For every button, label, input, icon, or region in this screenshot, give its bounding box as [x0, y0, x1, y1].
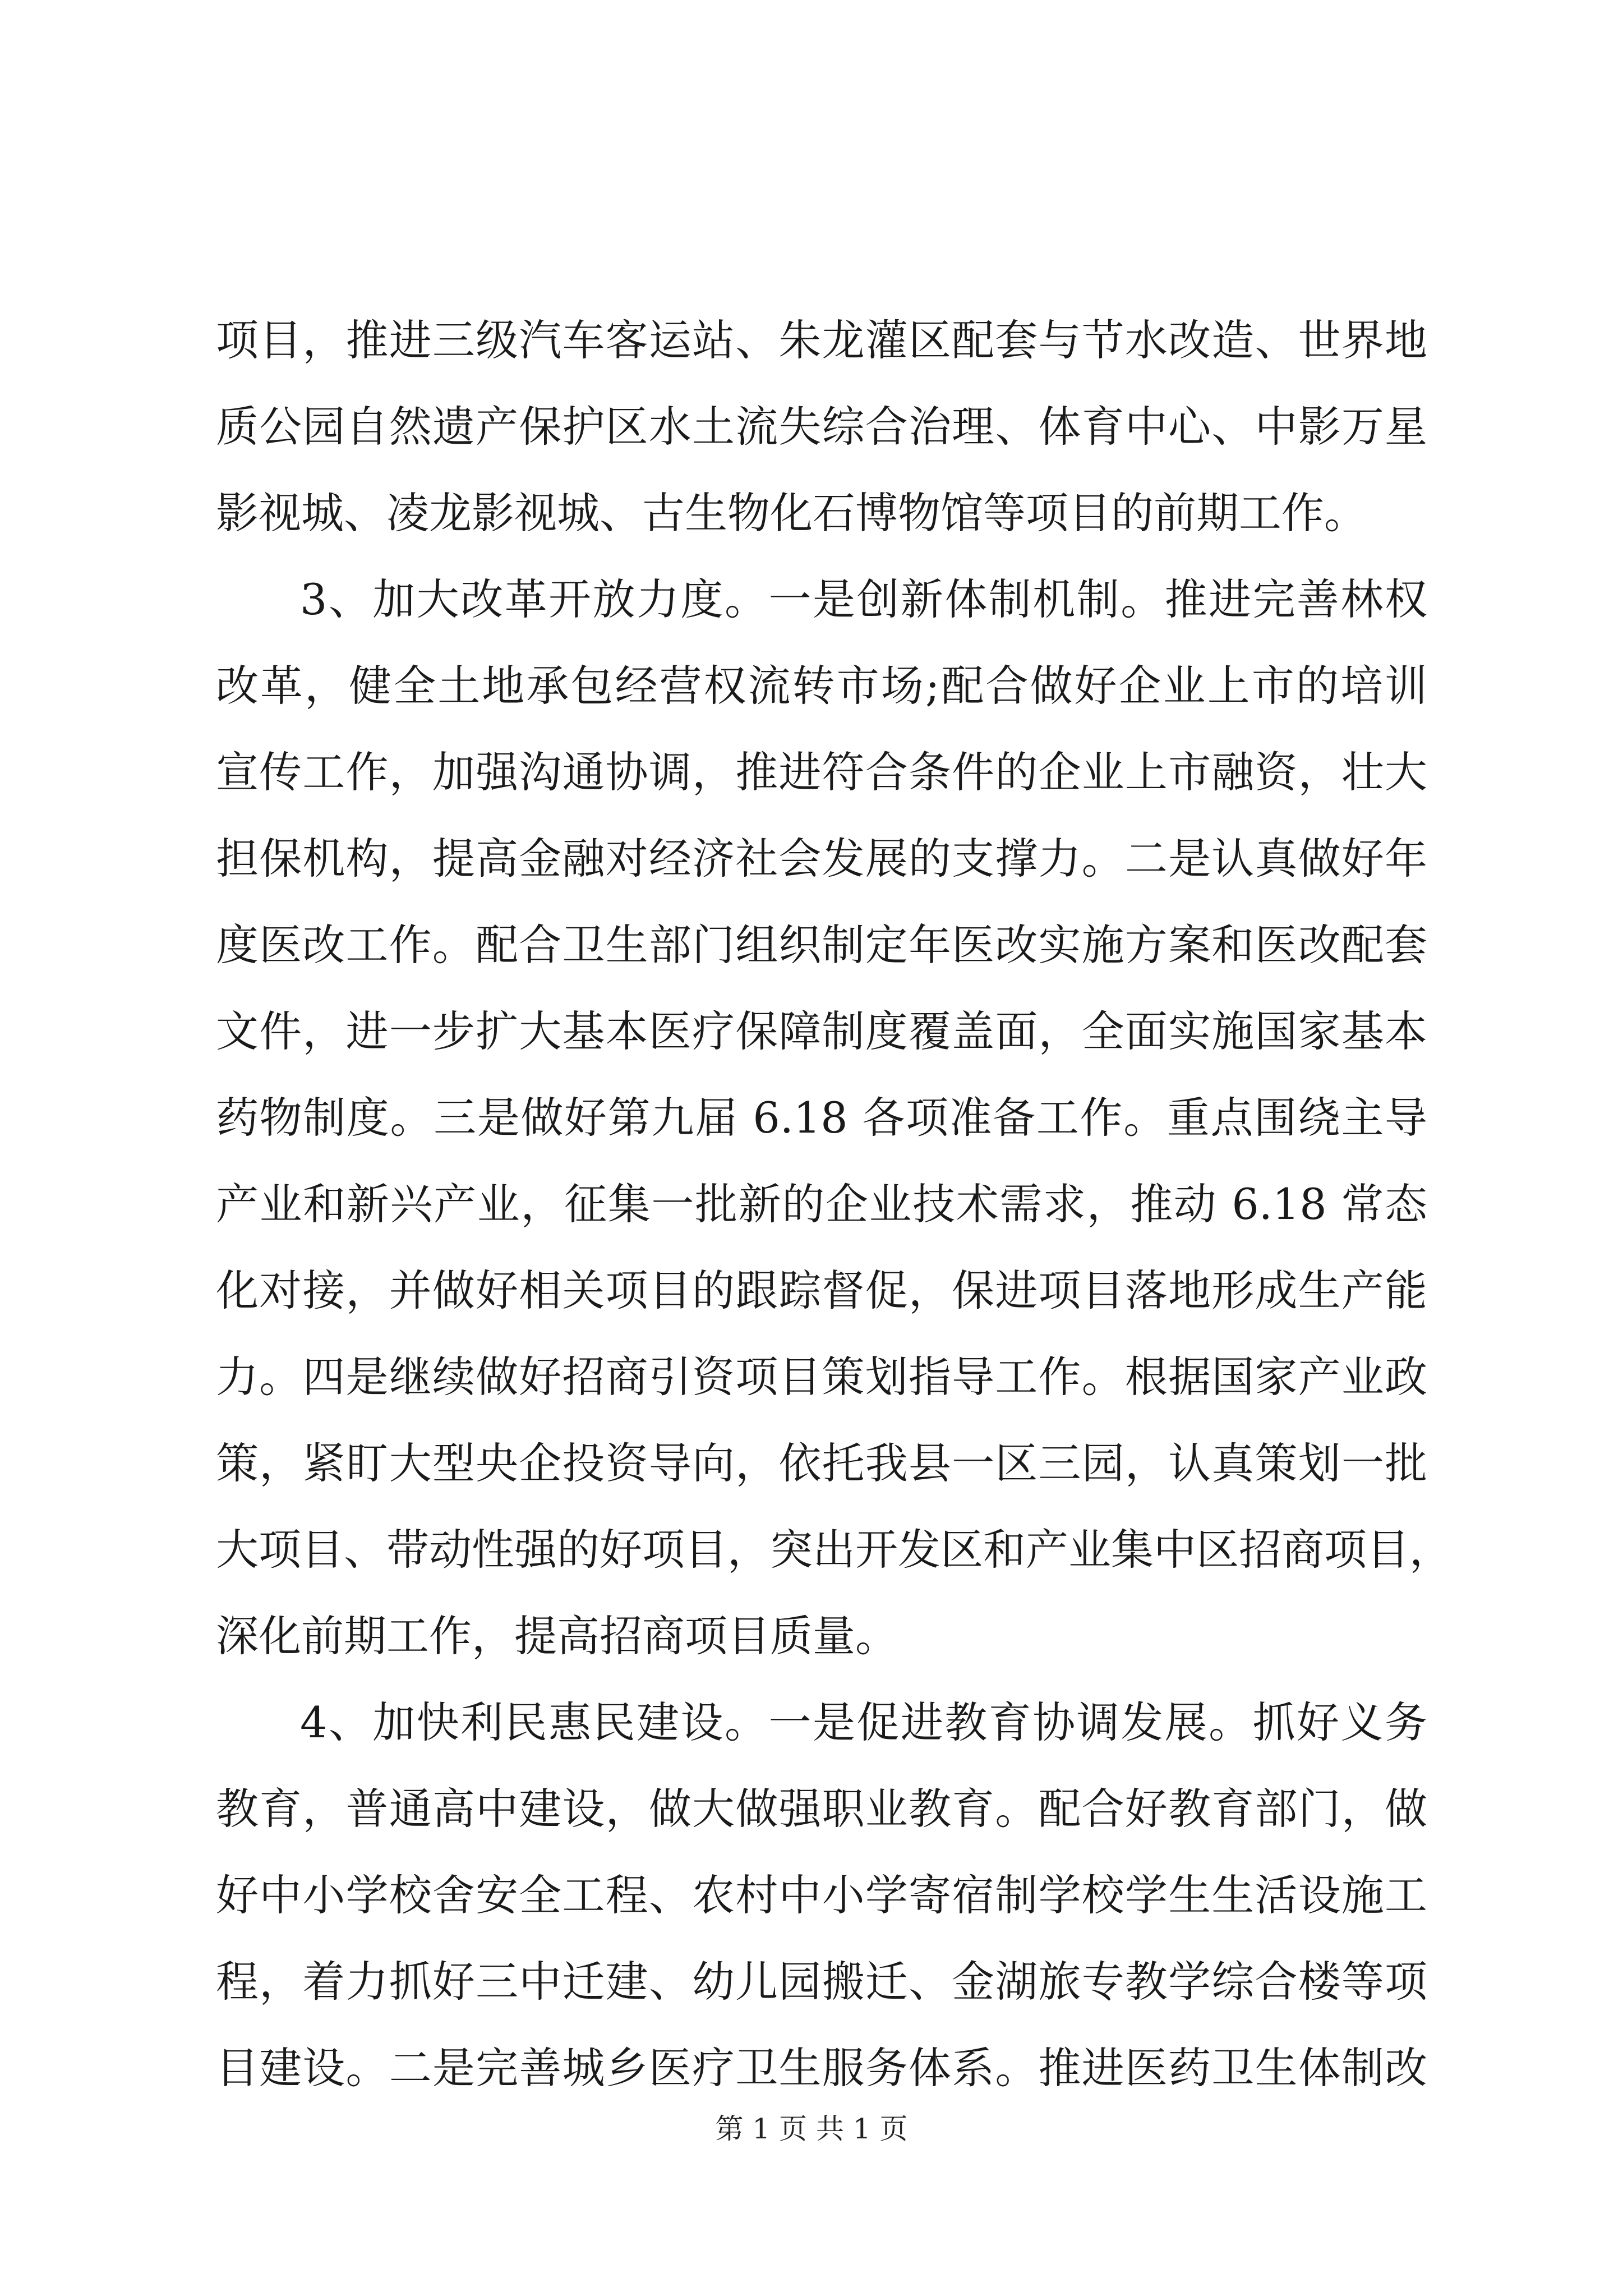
text-line: 程，着力抓好三中迁建、幼儿园搬迁、金湖旅专教学综合楼等项 [216, 1957, 1427, 2007]
text-line: 深化前期工作，提高招商项目质量。 [216, 1611, 898, 1661]
page-number-label: 第 1 页 共 1 页 [715, 2113, 908, 2145]
text-line: 宣传工作，加强沟通协调，推进符合条件的企业上市融资，壮大 [216, 747, 1427, 797]
page-footer [0, 2109, 1623, 2148]
text-line: 药物制度。三是做好第九届 6.18 各项准备工作。重点围绕主导 [216, 1093, 1427, 1143]
text-line: 大项目、带动性强的好项目，突出开发区和产业集中区招商项目， [216, 1525, 1452, 1575]
text-line: 度医改工作。配合卫生部门组织制定年医改实施方案和医改配套 [216, 920, 1427, 970]
text-line: 项目，推进三级汽车客运站、朱龙灌区配套与节水改造、世界地 [216, 315, 1427, 365]
text-line: 影视城、凌龙影视城、古生物化石博物馆等项目的前期工作。 [216, 488, 1367, 538]
body-text [216, 297, 1452, 2111]
text-line: 好中小学校舍安全工程、农村中小学寄宿制学校学生生活设施工 [216, 1870, 1427, 1920]
text-line: 产业和新兴产业，征集一批新的企业技术需求，推动 6.18 常态 [216, 1179, 1427, 1229]
text-line: 目建设。二是完善城乡医疗卫生服务体系。推进医药卫生体制改 [216, 2043, 1427, 2093]
text-line: 文件，进一步扩大基本医疗保障制度覆盖面，全面实施国家基本 [216, 1006, 1427, 1056]
paragraph-4-first-line: 4、加快利民惠民建设。一是促进教育协调发展。抓好义务 [300, 1697, 1427, 1747]
text-line: 改革，健全土地承包经营权流转市场;配合做好企业上市的培训 [216, 661, 1427, 711]
paragraph-3-first-line: 3、加大改革开放力度。一是创新体制机制。推进完善林权 [300, 574, 1427, 624]
text-line: 担保机构，提高金融对经济社会发展的支撑力。二是认真做好年 [216, 834, 1427, 884]
text-line: 化对接，并做好相关项目的跟踪督促，保进项目落地形成生产能 [216, 1266, 1427, 1315]
text-line: 力。四是继续做好招商引资项目策划指导工作。根据国家产业政 [216, 1352, 1427, 1402]
text-line: 策，紧盯大型央企投资导向，依托我县一区三园，认真策划一批 [216, 1438, 1427, 1488]
text-line: 质公园自然遗产保护区水土流失综合治理、体育中心、中影万星 [216, 402, 1427, 452]
text-line: 教育，普通高中建设，做大做强职业教育。配合好教育部门，做 [216, 1784, 1427, 1834]
